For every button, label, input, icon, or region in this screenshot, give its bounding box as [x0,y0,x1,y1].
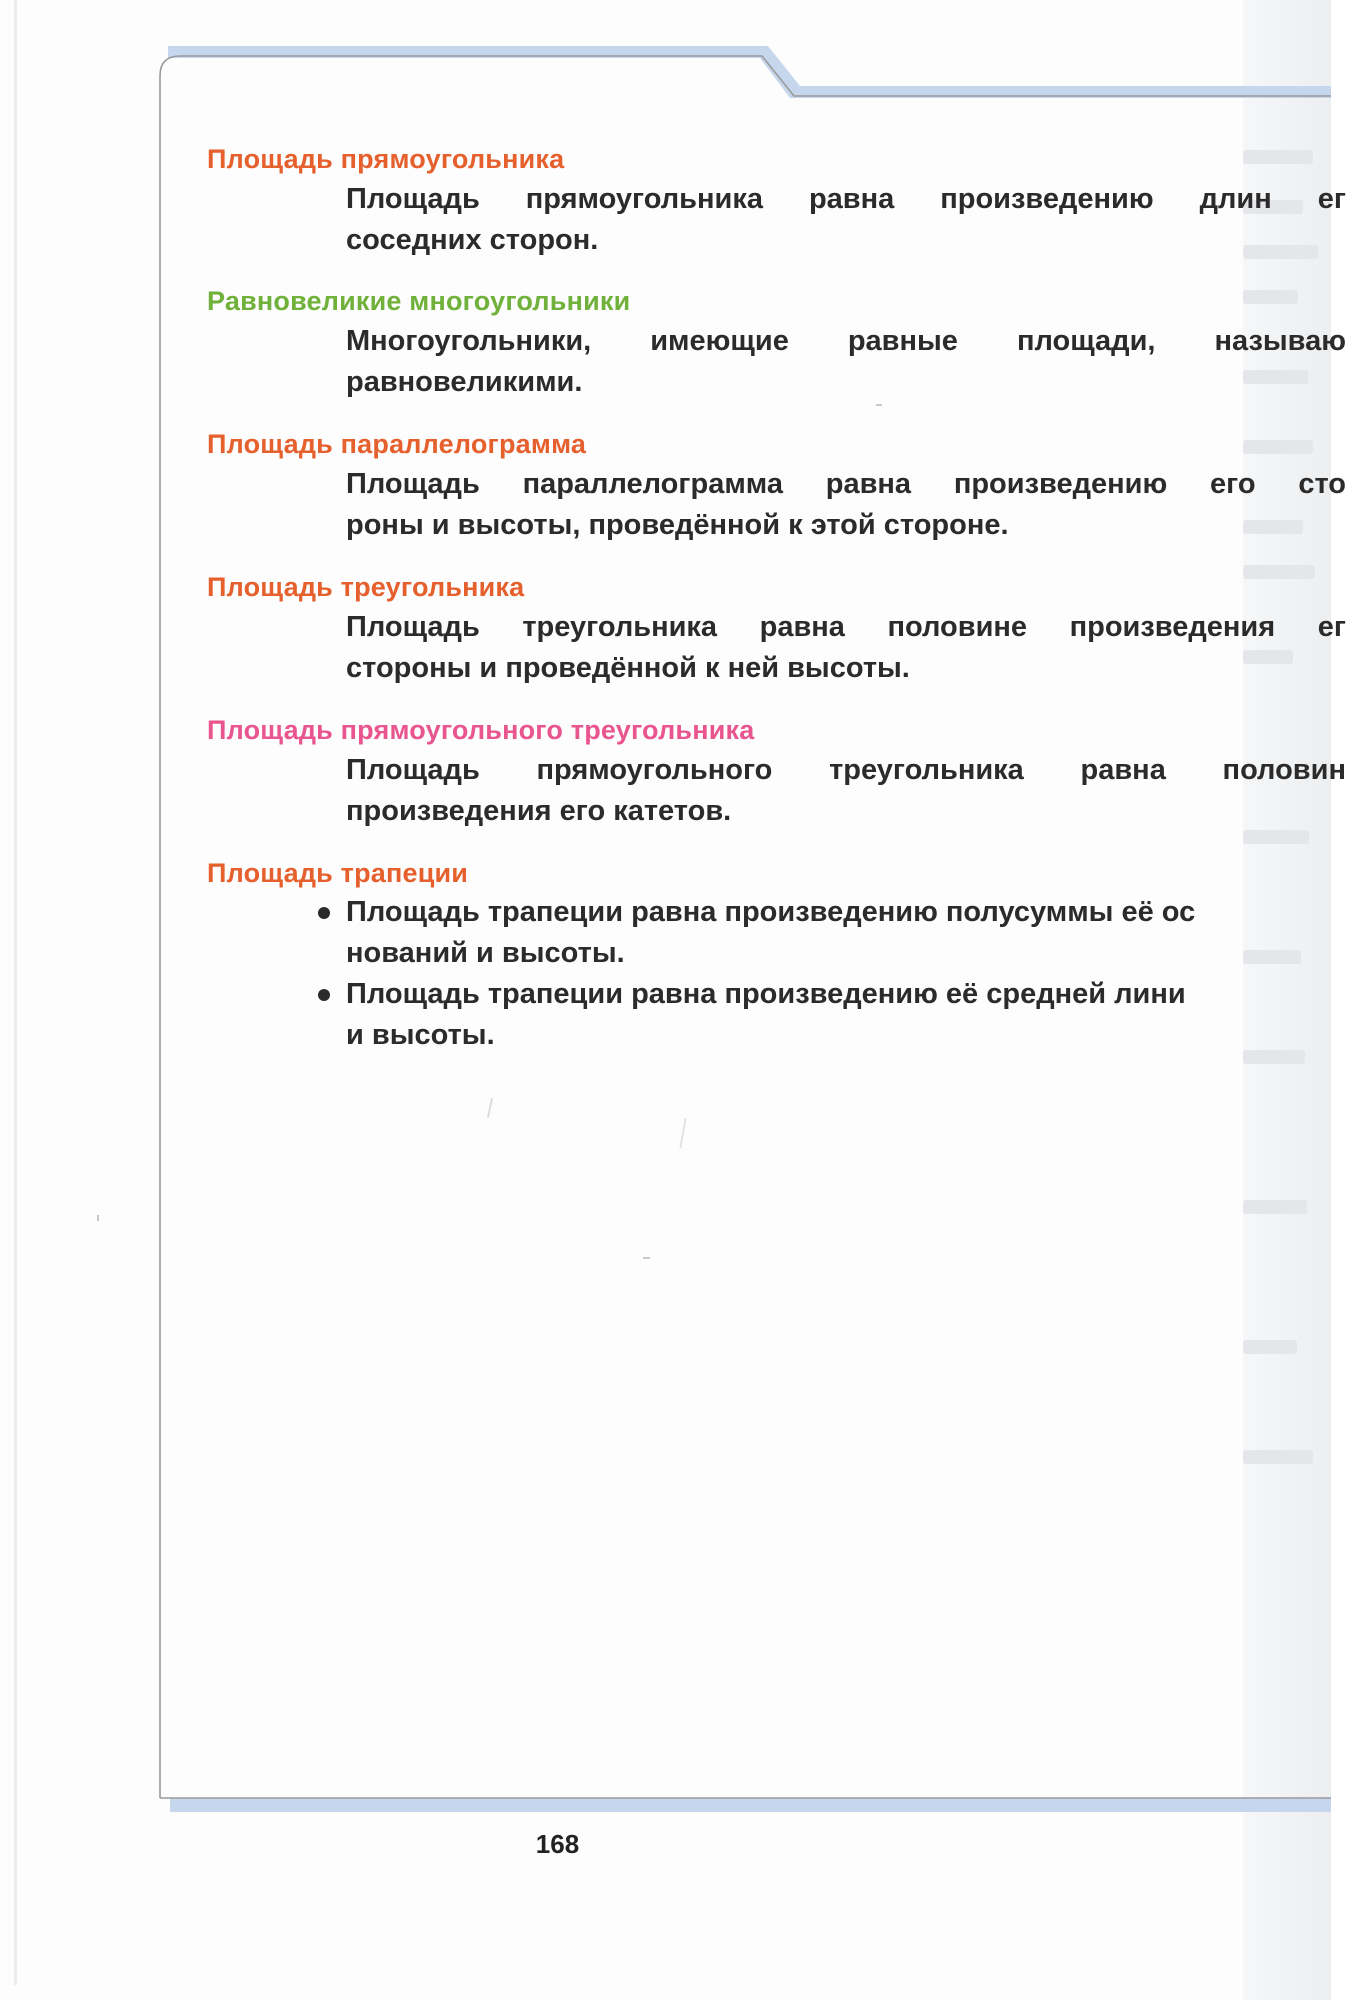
justified-word: Площадь [346,468,480,500]
bullet-icon [318,989,330,1001]
section-heading-parallelogram-area: Площадь параллелограмма [207,429,587,459]
justified-word: половин [1222,754,1346,786]
definition-line [346,321,1346,362]
definition-triangle-area [346,607,1346,689]
justified-word: называю [1214,325,1346,357]
justified-word: равна [808,183,895,215]
definition-line: равновеликими. [346,366,583,398]
justified-word: равна [759,611,845,643]
justified-word: треугольника [522,611,718,643]
justified-word: сто [1298,468,1346,500]
definition-line: роны и высоты, проведённой к этой стороне. [346,509,1009,541]
section-heading-right-triangle-area: Площадь прямоугольного треугольника [207,715,755,745]
definition-rectangle-area [346,179,1346,261]
bullet-text-line: нований и высоты. [346,937,625,969]
bullet-text-line: Площадь трапеции равна произведению её средней лини [346,978,1186,1010]
bullet-text-line: и высоты. [346,1019,495,1051]
list-item [318,974,1348,1056]
section-heading-trapezoid-area: Площадь трапеции [207,858,469,888]
definition-parallelogram-area [346,464,1346,546]
justified-word: параллелограмма [522,468,783,500]
justified-word: произведению [940,183,1154,215]
definition-line [346,179,1346,220]
definition-line [346,464,1346,505]
justified-word: треугольника [829,754,1024,786]
scan-speck [97,1215,99,1221]
justified-word: равна [825,468,912,500]
justified-word: ег [1317,183,1346,215]
page-number-text: 168 [535,1829,580,1859]
justified-word: Площадь [346,611,480,643]
scan-speck [643,1257,650,1259]
justified-word: Площадь [346,183,480,215]
justified-word: Многоугольники, [346,325,592,357]
justified-word: равные [847,325,958,357]
page-number [0,1829,1331,1860]
justified-word: произведению [953,468,1168,500]
justified-word: длин [1199,183,1272,215]
section-heading-equal-area-polygons: Равновеликие многоугольники [207,286,631,316]
justified-word: произведения [1069,611,1276,643]
scan-speck [876,404,882,406]
definition-line: соседних сторон. [346,224,599,256]
justified-word: половине [887,611,1028,643]
bullet-text-line: Площадь трапеции равна произведению полусуммы её ос [346,896,1196,928]
definition-line: стороны и проведённой к ней высоты. [346,652,910,684]
list-item [318,892,1348,974]
definition-line [346,607,1346,648]
definition-line: произведения его катетов. [346,795,732,827]
justified-word: прямоугольника [525,183,763,215]
definition-equal-area-polygons [346,321,1346,403]
justified-word: прямоугольного [536,754,773,786]
justified-word: ег [1317,611,1346,643]
justified-word: равна [1080,754,1166,786]
justified-word: имеющие [650,325,789,357]
definition-line [346,750,1346,791]
section-heading-rectangle-area: Площадь прямоугольника [207,144,565,174]
bullet-icon [318,907,330,919]
justified-word: площади, [1016,325,1156,357]
justified-word: его [1210,468,1256,500]
justified-word: Площадь [346,754,480,786]
section-heading-triangle-area: Площадь треугольника [207,572,525,602]
definition-right-triangle-area [346,750,1346,832]
